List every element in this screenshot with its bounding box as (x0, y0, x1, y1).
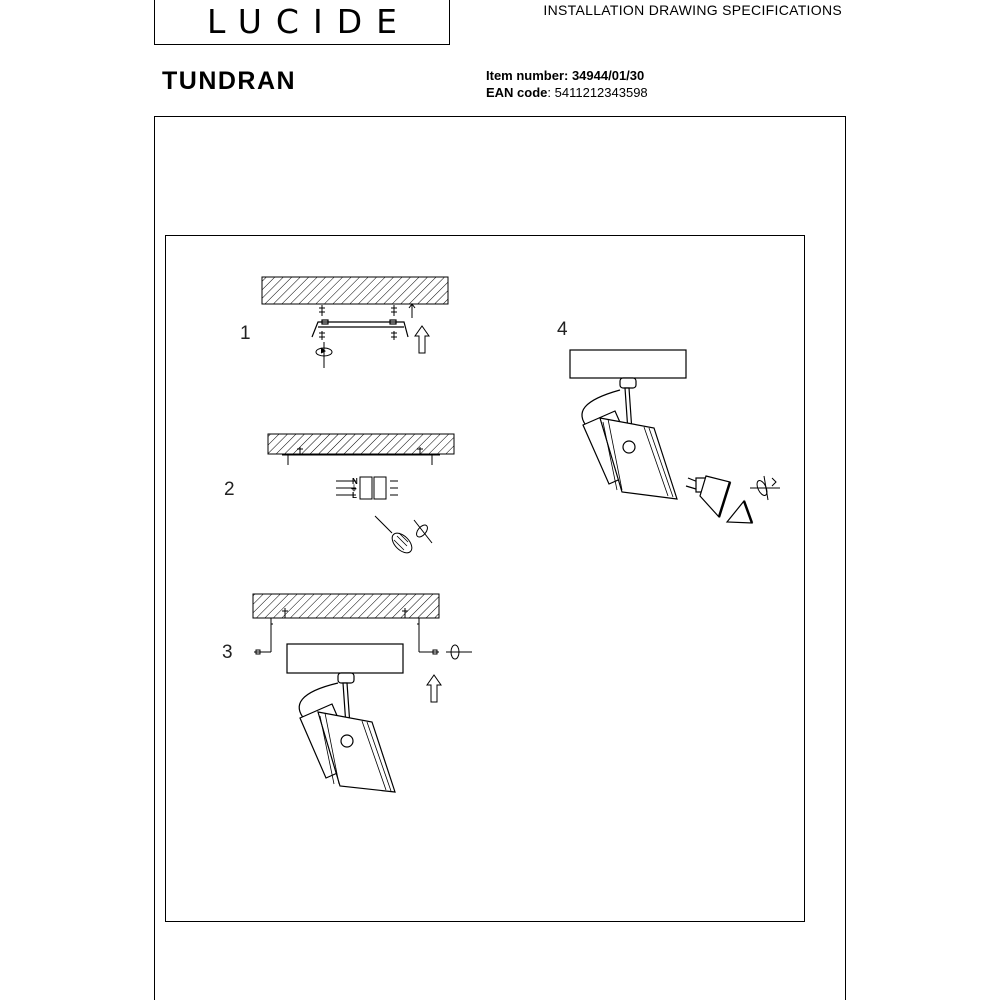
item-number-label: Item number (486, 68, 565, 83)
neutral-label: N (352, 477, 358, 486)
item-number-value: : 34944/01/30 (564, 68, 645, 83)
spotlight-fixture (287, 644, 403, 792)
hatched-ceiling (262, 277, 448, 304)
lens-cap-icon (727, 501, 752, 523)
step-2 (224, 434, 454, 556)
ean-label: EAN code (486, 85, 548, 100)
screw-icon (319, 331, 397, 340)
hatched-ceiling (253, 594, 439, 618)
up-arrow-icon (409, 304, 429, 353)
screw-icon (319, 305, 397, 316)
ean-value: : 5411212343598 (547, 85, 648, 100)
rotate-icon (414, 520, 432, 543)
hatched-ceiling (268, 434, 454, 454)
step-3 (222, 594, 472, 792)
step-1 (240, 277, 448, 368)
screwdriver-icon (375, 516, 415, 556)
live-label: L (352, 491, 357, 500)
product-name: TUNDRAN (162, 67, 297, 95)
step-4 (557, 319, 780, 523)
rotate-icon (446, 645, 472, 659)
spotlight-fixture (570, 350, 686, 499)
brand-logo: LUCIDE (207, 2, 411, 41)
spec-title: INSTALLATION DRAWING SPECIFICATIONS (543, 2, 842, 18)
rotate-icon (750, 476, 780, 500)
earth-label: ⏚ (350, 484, 358, 493)
step-3-number: 3 (222, 642, 233, 663)
terminal-block (336, 477, 398, 500)
step-2-number: 2 (224, 479, 235, 500)
step-4-number: 4 (557, 319, 568, 340)
step-1-number: 1 (240, 323, 251, 344)
rotate-icon (316, 342, 332, 368)
up-arrow-icon (427, 675, 441, 702)
lamp-bulb-icon (686, 476, 730, 517)
